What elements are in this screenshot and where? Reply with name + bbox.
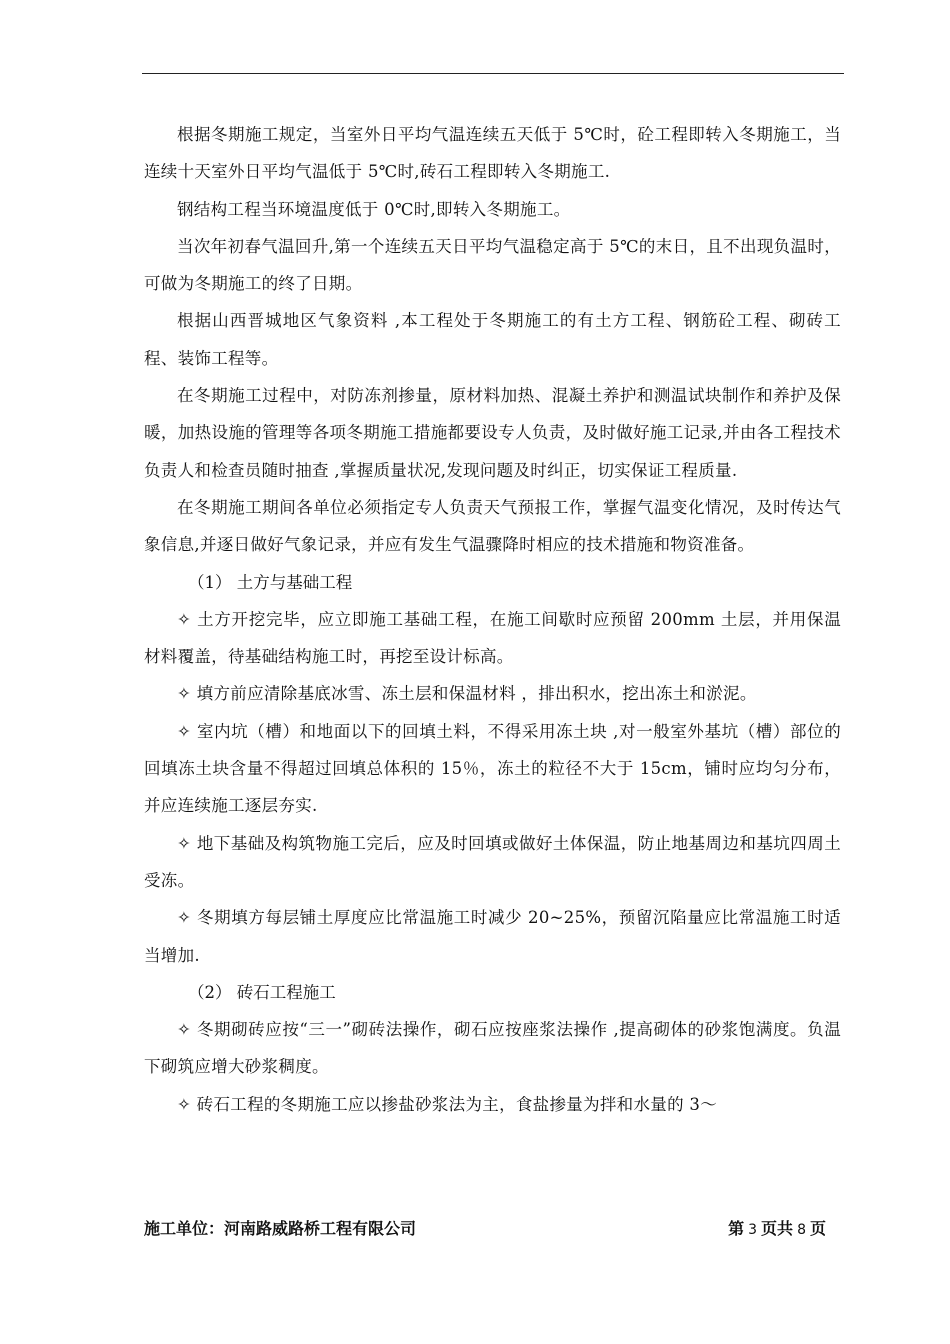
document-body bbox=[144, 116, 841, 1123]
bullet-item: ✧ 冬期砌砖应按“三一”砌砖法操作，砌石应按座浆法操作 ,提高砌体的砂浆饱满度。负温下砌筑应增大砂浆稠度。 bbox=[144, 1020, 841, 1077]
page-mid: 页共 bbox=[761, 1219, 794, 1238]
section-heading: （2） 砖石工程施工 bbox=[188, 982, 336, 1002]
page-suffix: 页 bbox=[809, 1219, 826, 1238]
paragraph: 钢结构工程当环境温度低于 0℃时,即转入冬期施工。 bbox=[177, 199, 571, 219]
bullet-item: ✧ 冬期填方每层铺土厚度应比常温施工时减少 20~25%，预留沉陷量应比常温施工时适当增加. bbox=[144, 908, 841, 965]
bullet-item: ✧ 地下基础及构筑物施工完后，应及时回填或做好土体保温，防止地基周边和基坑四周土受冻。 bbox=[144, 833, 841, 890]
page-current: 3 bbox=[748, 1222, 758, 1238]
construction-unit: 施工单位：河南路威路桥工程有限公司 bbox=[144, 1219, 417, 1238]
paragraph: 根据冬期施工规定，当室外日平均气温连续五天低于 5℃时，砼工程即转入冬期施工，当连续十天室外日平均气温低于 5℃时,砖石工程即转入冬期施工. bbox=[144, 125, 841, 182]
section-heading: （1） 土方与基础工程 bbox=[188, 572, 353, 592]
page-footer bbox=[144, 1216, 834, 1244]
paragraph: 在冬期施工期间各单位必须指定专人负责天气预报工作，掌握气温变化情况，及时传达气象信息,并逐日做好气象记录，并应有发生气温骤降时相应的技术措施和物资准备。 bbox=[144, 497, 841, 555]
paragraph: 当次年初春气温回升,第一个连续五天日平均气温稳定高于 5℃的末日，且不出现负温时，可做为冬期施工的终了日期。 bbox=[144, 236, 841, 294]
bullet-item: ✧ 室内坑（槽）和地面以下的回填土料，不得采用冻土块 ,对一般室外基坑（槽）部位的回填冻土块含量不得超过回填总体积的 15％，冻土的粒径不大于 15cm，铺时应均匀分布，并应连续施工逐层夯实. bbox=[144, 721, 841, 816]
bullet-item: ✧ 填方前应清除基底冰雪、冻土层和保温材料 ，排出积水，挖出冻土和淤泥。 bbox=[177, 684, 757, 704]
header-rule bbox=[142, 73, 844, 74]
page-number bbox=[728, 1216, 826, 1239]
page-total: 8 bbox=[797, 1222, 806, 1238]
paragraph: 在冬期施工过程中，对防冻剂掺量，原材料加热、混凝土养护和测温试块制作和养护及保暖，加热设施的管理等各项冬期施工措施都要设专人负责，及时做好施工记录,并由各工程技术负责人和检查员随时抽查 ,掌握质量状况,发现问题及时纠正，切实保证工程质量. bbox=[144, 386, 841, 480]
bullet-item: ✧ 土方开挖完毕，应立即施工基础工程，在施工间歇时应预留 200mm 土层，并用保温材料覆盖，待基础结构施工时，再挖至设计标高。 bbox=[144, 609, 841, 667]
page-prefix: 第 bbox=[728, 1219, 745, 1238]
bullet-item: ✧ 砖石工程的冬期施工应以掺盐砂浆法为主，食盐掺量为拌和水量的 3～ bbox=[177, 1094, 718, 1114]
paragraph: 根据山西晋城地区气象资料 ,本工程处于冬期施工的有土方工程、钢筋砼工程、砌砖工程、装饰工程等。 bbox=[144, 311, 841, 368]
